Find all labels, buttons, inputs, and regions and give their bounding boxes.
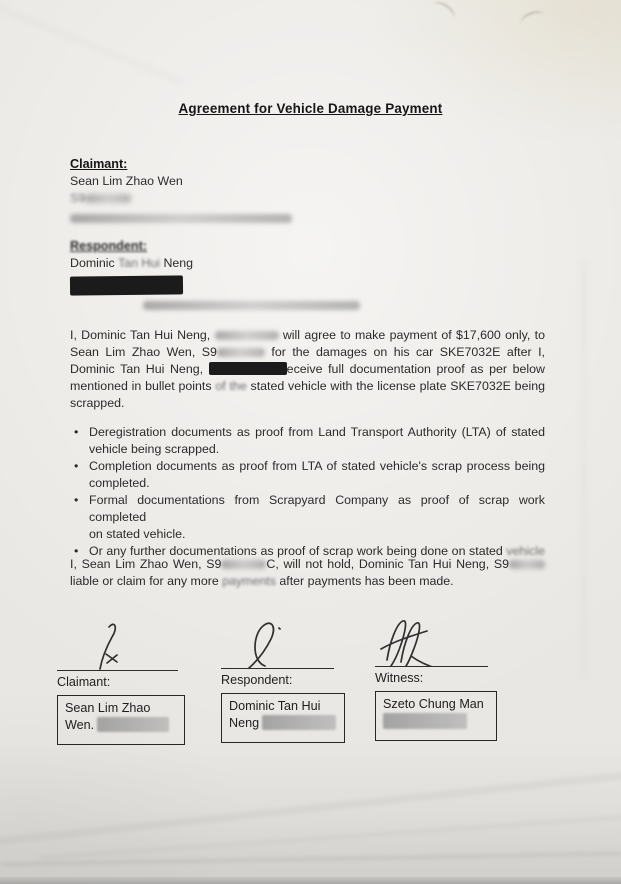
bullet-list	[70, 424, 545, 560]
paragraph-line: Dominic Tan Hui Neng, eceive full documentation proof as per below	[70, 362, 545, 376]
respondent-name: Dominic Tan Hui Neng	[70, 256, 194, 270]
respondent-section	[70, 238, 545, 314]
paragraph-line: Sean Lim Zhao Wen, S9 for the damages on his car SKE7032E after I,	[70, 345, 545, 359]
witness-name-box: Szeto Chung Man	[375, 691, 497, 741]
signature-line	[375, 666, 488, 667]
redaction-blur	[215, 331, 279, 340]
signature-line	[57, 670, 178, 671]
nric-redaction-bar	[70, 275, 183, 295]
claimant-name-box: Sean Lim Zhao Wen.	[57, 695, 185, 745]
claimant-signature-column	[57, 622, 178, 745]
redaction-blur	[70, 214, 292, 223]
document-title: Agreement for Vehicle Damage Payment	[178, 101, 443, 116]
claimant-name: Sean Lim Zhao Wen	[70, 174, 183, 188]
nric-redaction-bar	[209, 362, 287, 375]
respondent-name-box: Dominic Tan Hui Neng	[221, 693, 345, 743]
respondent-signature	[221, 620, 334, 668]
witness-signature	[375, 618, 488, 666]
paragraph-line: I, Dominic Tan Hui Neng, will agree to make payment of $17,600 only, to	[70, 328, 545, 342]
signature-line	[221, 668, 334, 669]
redaction-blur	[262, 715, 336, 730]
claimant-address-redacted	[70, 210, 545, 227]
signature-label: Witness:	[375, 671, 424, 685]
claimant-section	[70, 156, 545, 227]
witness-signature-column	[375, 618, 488, 741]
closing-paragraph	[70, 556, 545, 590]
respondent-signature-column	[221, 620, 334, 743]
respondent-heading: Respondent:	[70, 239, 147, 253]
redaction-blur	[509, 560, 545, 569]
paragraph-line: scrapped.	[70, 396, 125, 410]
paragraph-line: liable or claim for any more payments after payments has been made.	[70, 574, 454, 588]
respondent-address-redacted	[70, 297, 545, 314]
redaction-blur	[85, 194, 131, 203]
redaction-blur	[383, 713, 467, 729]
claimant-heading: Claimant:	[70, 157, 128, 171]
list-item: • Formal documentations from Scrapyard Company as proof of scrap work completed on stated vehicle.	[74, 493, 545, 541]
bullet-icon: •	[74, 425, 79, 439]
list-item: • Deregistration documents as proof from Land Transport Authority (LTA) of stated vehicle being scrapped.	[74, 425, 545, 456]
signature-label: Claimant:	[57, 675, 111, 689]
claimant-nric-redacted: S9	[70, 190, 545, 207]
redaction-blur	[97, 717, 169, 732]
bullet-icon: •	[74, 544, 79, 558]
list-item: • Or any further documentations as proof of scrap work being done on stated vehicle	[74, 544, 545, 558]
redaction-blur	[217, 348, 265, 357]
bullet-icon: •	[74, 459, 79, 473]
paragraph-line: mentioned in bullet points of the stated vehicle with the license plate SKE7032E being	[70, 379, 545, 393]
paragraph-line: I, Sean Lim Zhao Wen, S9 C, will not hold, Dominic Tan Hui Neng, S9	[70, 556, 545, 573]
bullet-icon: •	[74, 493, 79, 507]
list-item: • Completion documents as proof from LTA of stated vehicle's scrap process being completed.	[74, 459, 545, 490]
redaction-blur	[221, 560, 266, 569]
redaction-blur	[143, 301, 360, 310]
signature-label: Respondent:	[221, 673, 293, 687]
claimant-signature	[57, 622, 178, 670]
agreement-paragraph	[70, 327, 545, 412]
